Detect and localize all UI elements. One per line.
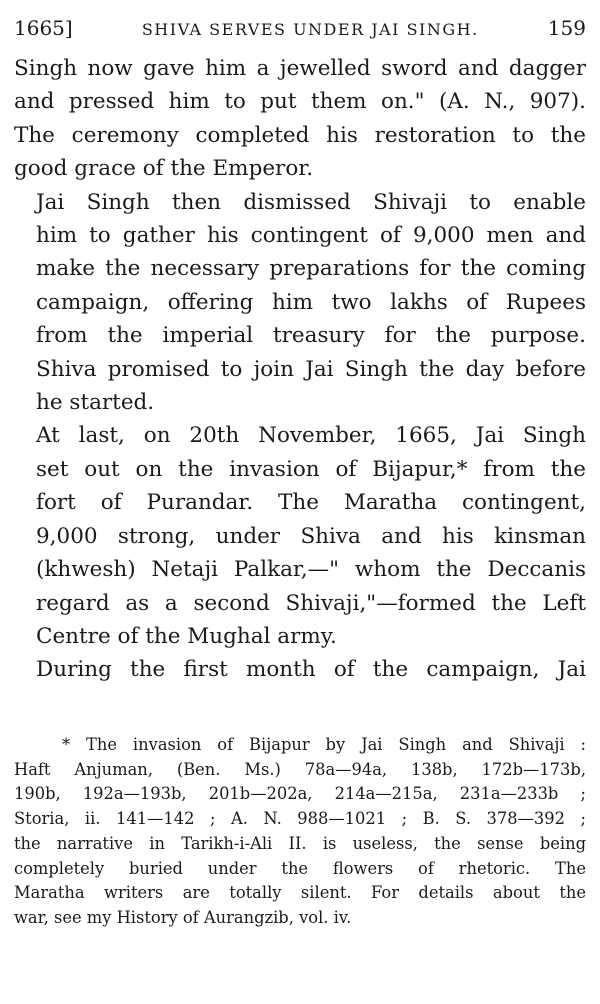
paragraph-2 bbox=[14, 186, 586, 420]
page-number: 159 bbox=[547, 16, 586, 40]
footnote bbox=[14, 733, 586, 931]
body-line: and pressed him to put them on." (A. N., 907). bbox=[14, 89, 586, 115]
footnote-line: 190b, 192a—193b, 201b—202a, 214a—215a, 231a—233b ; bbox=[14, 784, 586, 804]
body-line: Singh now gave him a jewelled sword and dagger bbox=[14, 56, 586, 81]
body-line: regard as a second Shivaji,"—formed the Left bbox=[36, 590, 586, 616]
footnote-line: Maratha writers are totally silent. For details about the bbox=[14, 883, 586, 903]
body-line: fort of Purandar. The Maratha contingent, bbox=[36, 490, 586, 516]
body-line: from the imperial treasury for the purpose. bbox=[36, 323, 586, 349]
footnote-line: * The invasion of Bijapur by Jai Singh and Shivaji : bbox=[62, 735, 586, 754]
body-line: Jai Singh then dismissed Shivaji to enable bbox=[36, 189, 586, 215]
footnote-line: the narrative in Tarikh-i-Ali II. is useless, the sense being bbox=[14, 833, 586, 853]
body-line: make the necessary preparations for the coming bbox=[36, 256, 586, 282]
body-line: At last, on 20th November, 1665, Jai Singh bbox=[36, 423, 586, 449]
footnote-line: Storia, ii. 141—142 ; A. N. 988—1021 ; B. S. 378—392 ; bbox=[14, 809, 586, 829]
body-line: good grace of the Emperor. bbox=[14, 156, 314, 182]
header-year: 1665] bbox=[14, 16, 73, 40]
body-line: set out on the invasion of Bijapur,* from the bbox=[36, 456, 586, 482]
footnote-line: completely buried under the flowers of rhetoric. The bbox=[14, 858, 586, 878]
body-text bbox=[14, 52, 586, 687]
footnote-line: Haft Anjuman, (Ben. Ms.) 78a—94a, 138b, 172b—173b, bbox=[14, 759, 586, 779]
header-title: SHIVA SERVES UNDER JAI SINGH. bbox=[141, 20, 479, 39]
body-line: Shiva promised to join Jai Singh the day before bbox=[36, 356, 586, 382]
paragraph-3 bbox=[14, 419, 586, 653]
body-line: The ceremony completed his restoration to the bbox=[14, 122, 586, 148]
body-line: campaign, offering him two lakhs of Rupees bbox=[36, 289, 586, 315]
body-line: he started. bbox=[36, 390, 155, 416]
footnote-line: war, see my History of Aurangzib, vol. iv. bbox=[14, 907, 352, 927]
running-head bbox=[14, 16, 586, 42]
body-line: During the first month of the campaign, Jai bbox=[36, 657, 586, 683]
body-line: him to gather his contingent of 9,000 men and bbox=[36, 223, 586, 249]
body-line: (khwesh) Netaji Palkar,—" whom the Deccanis bbox=[36, 557, 586, 583]
body-line: 9,000 strong, under Shiva and his kinsman bbox=[36, 523, 586, 549]
paragraph-4 bbox=[14, 653, 586, 686]
body-line: Centre of the Mughal army. bbox=[36, 623, 337, 649]
paragraph-1 bbox=[14, 52, 586, 186]
